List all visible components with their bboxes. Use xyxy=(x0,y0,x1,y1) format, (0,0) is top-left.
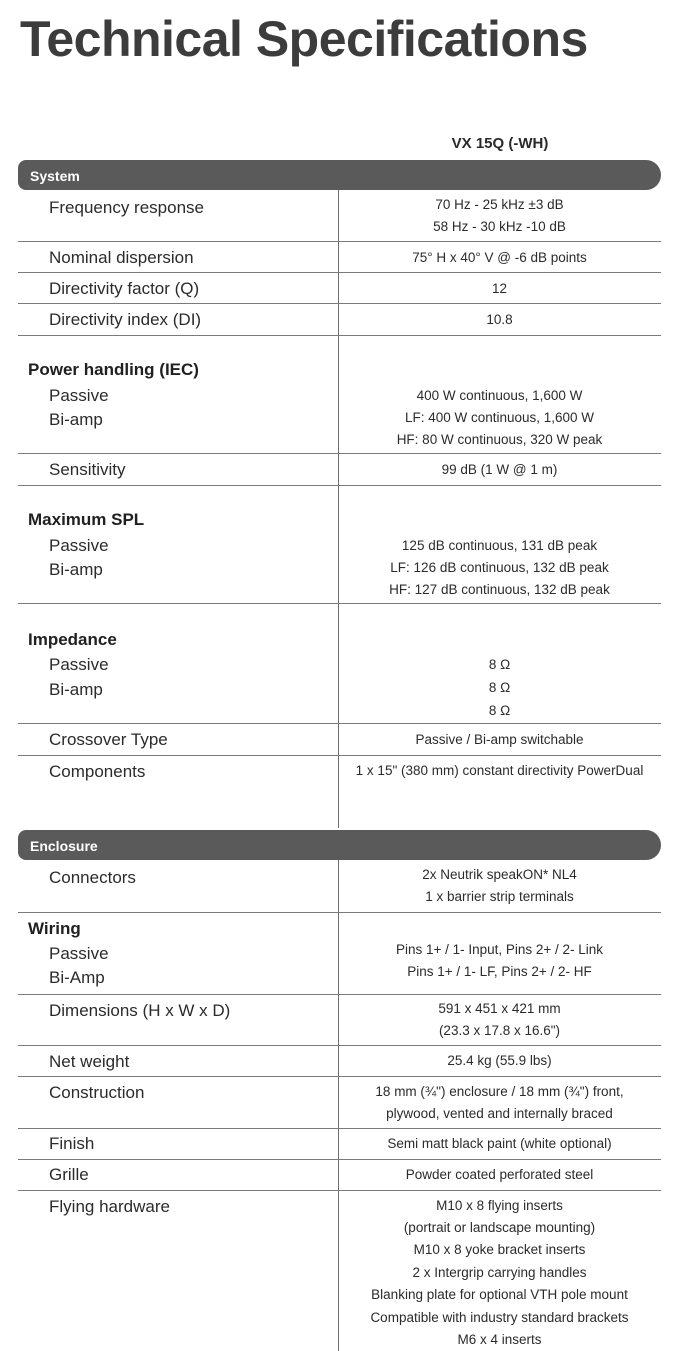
spec-value: HF: 127 dB continuous, 132 dB peak xyxy=(389,582,610,597)
spec-value: LF: 126 dB continuous, 132 dB peak xyxy=(390,560,609,575)
spec-value: 58 Hz - 30 kHz -10 dB xyxy=(433,219,566,234)
spec-value: 75° H x 40° V @ -6 dB points xyxy=(412,250,587,265)
spec-label: Directivity factor (Q) xyxy=(49,279,200,298)
spec-label: Directivity index (DI) xyxy=(49,310,202,329)
spec-value: (portrait or landscape mounting) xyxy=(403,1220,596,1235)
spec-row-sensitivity xyxy=(18,454,661,486)
spec-value: 1 x barrier strip terminals xyxy=(425,889,574,904)
spec-label: Connectors xyxy=(49,868,136,887)
spec-group-heading: Maximum SPL xyxy=(28,510,145,529)
spec-row-maximum-spl xyxy=(18,486,661,604)
spec-value: 1 x 15" (380 mm) constant directivity PowerDual xyxy=(355,763,644,778)
spec-label: Frequency response xyxy=(49,198,204,217)
spec-value: 2x Neutrik speakON* NL4 xyxy=(422,867,577,882)
spec-value: 10.8 xyxy=(486,312,513,327)
spec-value: 8 Ω xyxy=(488,680,511,695)
spec-value: 99 dB (1 W @ 1 m) xyxy=(441,462,558,477)
spec-value: 2 x Intergrip carrying handles xyxy=(412,1265,587,1280)
spec-label: Components xyxy=(49,762,146,781)
spec-row-impedance xyxy=(18,604,661,724)
spec-row-connectors xyxy=(18,860,661,913)
spec-value: M10 x 8 flying inserts xyxy=(436,1198,563,1213)
spec-value: plywood, vented and internally braced xyxy=(386,1106,613,1121)
spec-label: Bi-amp xyxy=(49,560,103,579)
spec-value: M6 x 4 inserts xyxy=(457,1332,542,1347)
spec-label: Construction xyxy=(49,1083,145,1102)
spec-value: 25.4 kg (55.9 lbs) xyxy=(447,1053,552,1068)
spec-value: 8 Ω xyxy=(488,703,511,718)
spec-label: Finish xyxy=(49,1134,95,1153)
spec-row-components xyxy=(18,756,661,828)
spec-value: Pins 1+ / 1- LF, Pins 2+ / 2- HF xyxy=(407,964,592,979)
spec-label: Passive xyxy=(49,386,109,405)
spec-value: LF: 400 W continuous, 1,600 W xyxy=(404,410,595,425)
section-header-enclosure: Enclosure xyxy=(18,830,661,860)
spec-value: Semi matt black paint (white optional) xyxy=(387,1136,612,1151)
spec-value: 70 Hz - 25 kHz ±3 dB xyxy=(435,197,564,212)
spec-label: Passive xyxy=(49,944,109,963)
spec-value: 125 dB continuous, 131 dB peak xyxy=(401,538,598,553)
spec-value: 18 mm (¾") enclosure / 18 mm (¾") front, xyxy=(375,1084,624,1099)
spec-value: 400 W continuous, 1,600 W xyxy=(416,388,583,403)
spec-label: Bi-amp xyxy=(49,410,103,429)
spec-row-frequency-response xyxy=(18,190,661,242)
spec-value: Blanking plate for optional VTH pole mount xyxy=(371,1287,628,1302)
spec-row-crossover-type xyxy=(18,724,661,756)
spec-label: Net weight xyxy=(49,1052,130,1071)
spec-row-power-handling xyxy=(18,336,661,454)
spec-value: 12 xyxy=(491,281,508,296)
spec-row-nominal-dispersion xyxy=(18,242,661,273)
spec-row-wiring xyxy=(18,913,661,995)
spec-value: Powder coated perforated steel xyxy=(405,1167,594,1182)
spec-group-heading: Power handling (IEC) xyxy=(28,360,199,379)
section-header-system: System xyxy=(18,160,661,190)
spec-label: Crossover Type xyxy=(49,730,168,749)
spec-row-dimensions xyxy=(18,995,661,1046)
spec-value: Pins 1+ / 1- Input, Pins 2+ / 2- Link xyxy=(395,942,604,957)
spec-row-directivity-factor xyxy=(18,273,661,304)
spec-label: Dimensions (H x W x D) xyxy=(49,1001,231,1020)
spec-row-flying-hardware xyxy=(18,1191,661,1351)
spec-group-heading: Impedance xyxy=(28,630,117,649)
spec-value: Passive / Bi-amp switchable xyxy=(415,732,584,747)
spec-row-grille xyxy=(18,1160,661,1191)
spec-value: (23.3 x 17.8 x 16.6") xyxy=(438,1023,561,1038)
spec-value: 8 Ω xyxy=(488,657,511,672)
model-header: VX 15Q (-WH) xyxy=(451,135,549,152)
spec-group-heading: Wiring xyxy=(28,919,81,938)
spec-row-construction xyxy=(18,1077,661,1129)
spec-value: Compatible with industry standard brackets xyxy=(370,1310,629,1325)
spec-row-finish xyxy=(18,1129,661,1160)
spec-row-net-weight xyxy=(18,1046,661,1077)
spec-label: Grille xyxy=(49,1165,89,1184)
spec-label: Bi-amp xyxy=(49,680,103,699)
spec-label: Passive xyxy=(49,655,109,674)
spec-label: Nominal dispersion xyxy=(49,248,194,267)
spec-value: 591 x 451 x 421 mm xyxy=(438,1001,561,1016)
spec-value: M10 x 8 yoke bracket inserts xyxy=(413,1242,586,1257)
spec-label: Bi-Amp xyxy=(49,968,105,987)
page-title: Technical Specifications xyxy=(20,11,588,67)
spec-label: Passive xyxy=(49,536,109,555)
spec-label: Sensitivity xyxy=(49,460,126,479)
spec-label: Flying hardware xyxy=(49,1197,170,1216)
spec-value: HF: 80 W continuous, 320 W peak xyxy=(396,432,603,447)
spec-row-directivity-index xyxy=(18,304,661,336)
